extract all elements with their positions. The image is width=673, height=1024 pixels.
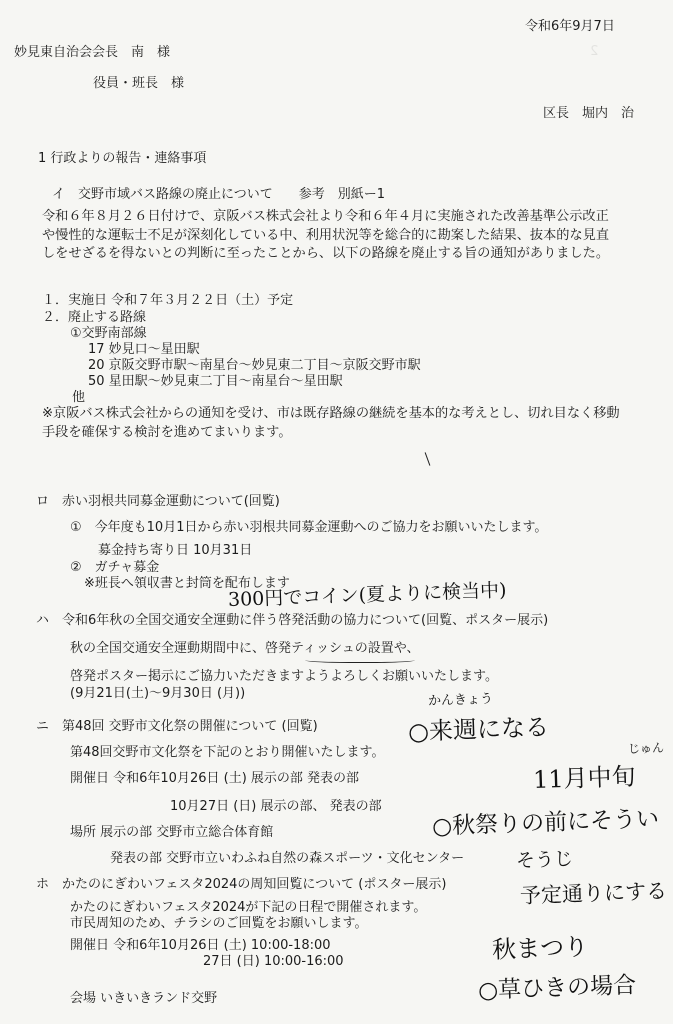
item-i-heading: イ 交野市域バス路線の廃止について 参考 別紙ー1 — [52, 187, 386, 202]
handwritten-note-cleaning: そうじ — [515, 848, 574, 872]
item-ni-line-2: 開催日 令和6年10月26日 (土) 展示の部 発表の部 — [70, 771, 360, 786]
addressee-line-1: 妙見東自治会会長 南 様 — [14, 45, 171, 60]
route-17: 17 妙見口～星田駅 — [88, 342, 200, 357]
handwritten-note-before-festival: ○秋祭りの前にそうい — [431, 806, 660, 840]
item-ro-line-3: ② ガチャ募金 — [70, 560, 160, 575]
item-ro-line-1: ① 今年度も10月1日から赤い羽根共同募金運動へのご協力をお願いいたします。 — [70, 520, 548, 535]
item-ni-line-3: 10月27日 (日) 展示の部、 発表の部 — [170, 799, 382, 814]
item-ho-line-4: 27日 (日) 10:00-16:00 — [203, 954, 344, 969]
handwritten-note-next-week: ○来週になる — [407, 713, 550, 746]
document-date: 令和6年9月7日 — [525, 19, 615, 34]
item-ro-line-4: ※班長へ領収書と封筒を配布します — [84, 576, 290, 591]
item-i-body: 令和６年８月２６日付けで、京阪バス株式会社より令和６年４月に実施された改善基準公示改正や慢性的な運転士不足が深刻化している中、利用状況等を総合的に勘案した結果、抜本的な見直しをせざるを得ないとの判断に至ったことから、以下の路線を廃止する旨の通知がありました。 — [42, 209, 610, 261]
item-ho-line-1: かたのにぎわいフェスタ2024が下記の日程で開催されます。 — [70, 900, 427, 915]
item-ho-heading: ホ かたのにぎわいフェスタ2024の周知回覧について (ポスター展示) — [36, 877, 447, 892]
item-i-note: ※京阪バス株式会社からの通知を受け、市は既存路線の継続を基本的な考えとし、切れ目なく移動手段を確保する検討を進めてまいります。 — [42, 406, 620, 440]
handwritten-note-coin: 300円でコイン(夏よりに検当中) — [227, 579, 507, 611]
handwritten-note-as-planned: 予定通りにする — [519, 878, 668, 908]
route-group: ①交野南部線 — [70, 326, 147, 341]
route-other: 他 — [72, 390, 86, 405]
handwritten-underline — [305, 656, 415, 663]
item-ha-line-1: 秋の全国交通安全運動期間中に、啓発ティッシュの設置や、 — [70, 641, 420, 656]
handwritten-ruby-kankyou: かんきょう — [427, 691, 494, 709]
handwritten-tick — [425, 452, 431, 465]
addressee-line-2: 役員・班長 様 — [93, 76, 185, 91]
bleed-through-text: 2 — [430, 44, 599, 59]
item-ha-heading: ハ 令和6年秋の全国交通安全運動に伴う啓発活動の協力について(回覧、ポスター展示) — [36, 613, 549, 628]
item-ho-line-3: 開催日 令和6年10月26日 (土) 10:00-18:00 — [70, 938, 331, 953]
item-i-point-2: ２．廃止する路線 — [42, 310, 147, 325]
item-ho-line-2: 市民周知のため、チラシのご回覧をお願いします。 — [70, 916, 368, 931]
bleed-through-text — [160, 66, 407, 85]
item-ha-line-3: (9月21日(土)～9月30日 (月)) — [70, 686, 246, 701]
route-50: 50 星田駅～妙見東二丁目～南星台～星田駅 — [88, 374, 343, 389]
sender: 区長 堀内 治 — [543, 106, 635, 121]
handwritten-note-weeding: ○草ひきの場合 — [477, 972, 637, 1004]
section-title: 1 行政よりの報告・連絡事項 — [38, 151, 207, 166]
item-ro-line-2: 募金持ち寄り日 10月31日 — [98, 543, 253, 558]
item-ha-line-2: 啓発ポスター掲示にご協力いただきますようよろしくお願いいたします。 — [70, 669, 498, 684]
handwritten-note-autumn-festival: 秋まつり — [491, 932, 589, 964]
item-ni-line-4: 場所 展示の部 交野市立総合体育館 — [70, 825, 274, 840]
item-ni-line-5: 発表の部 交野市立いわふね自然の森スポーツ・文化センター — [110, 851, 465, 866]
handwritten-note-mid-november: 11月中旬 — [532, 762, 637, 794]
item-ni-heading: ニ 第48回 交野市文化祭の開催について (回覧) — [36, 719, 318, 734]
route-20: 20 京阪交野市駅～南星台～妙見東二丁目～京阪交野市駅 — [88, 358, 421, 373]
item-ho-line-5: 会場 いきいきランド交野 — [70, 991, 218, 1006]
item-ni-line-1: 第48回交野市文化祭を下記のとおり開催いたします。 — [70, 745, 385, 760]
item-i-point-1: １．実施日 令和７年３月２２日（土）予定 — [42, 293, 294, 308]
item-ro-heading: ロ 赤い羽根共同募金運動について(回覧) — [36, 494, 280, 509]
handwritten-ruby-jun: じゅん — [627, 740, 665, 756]
